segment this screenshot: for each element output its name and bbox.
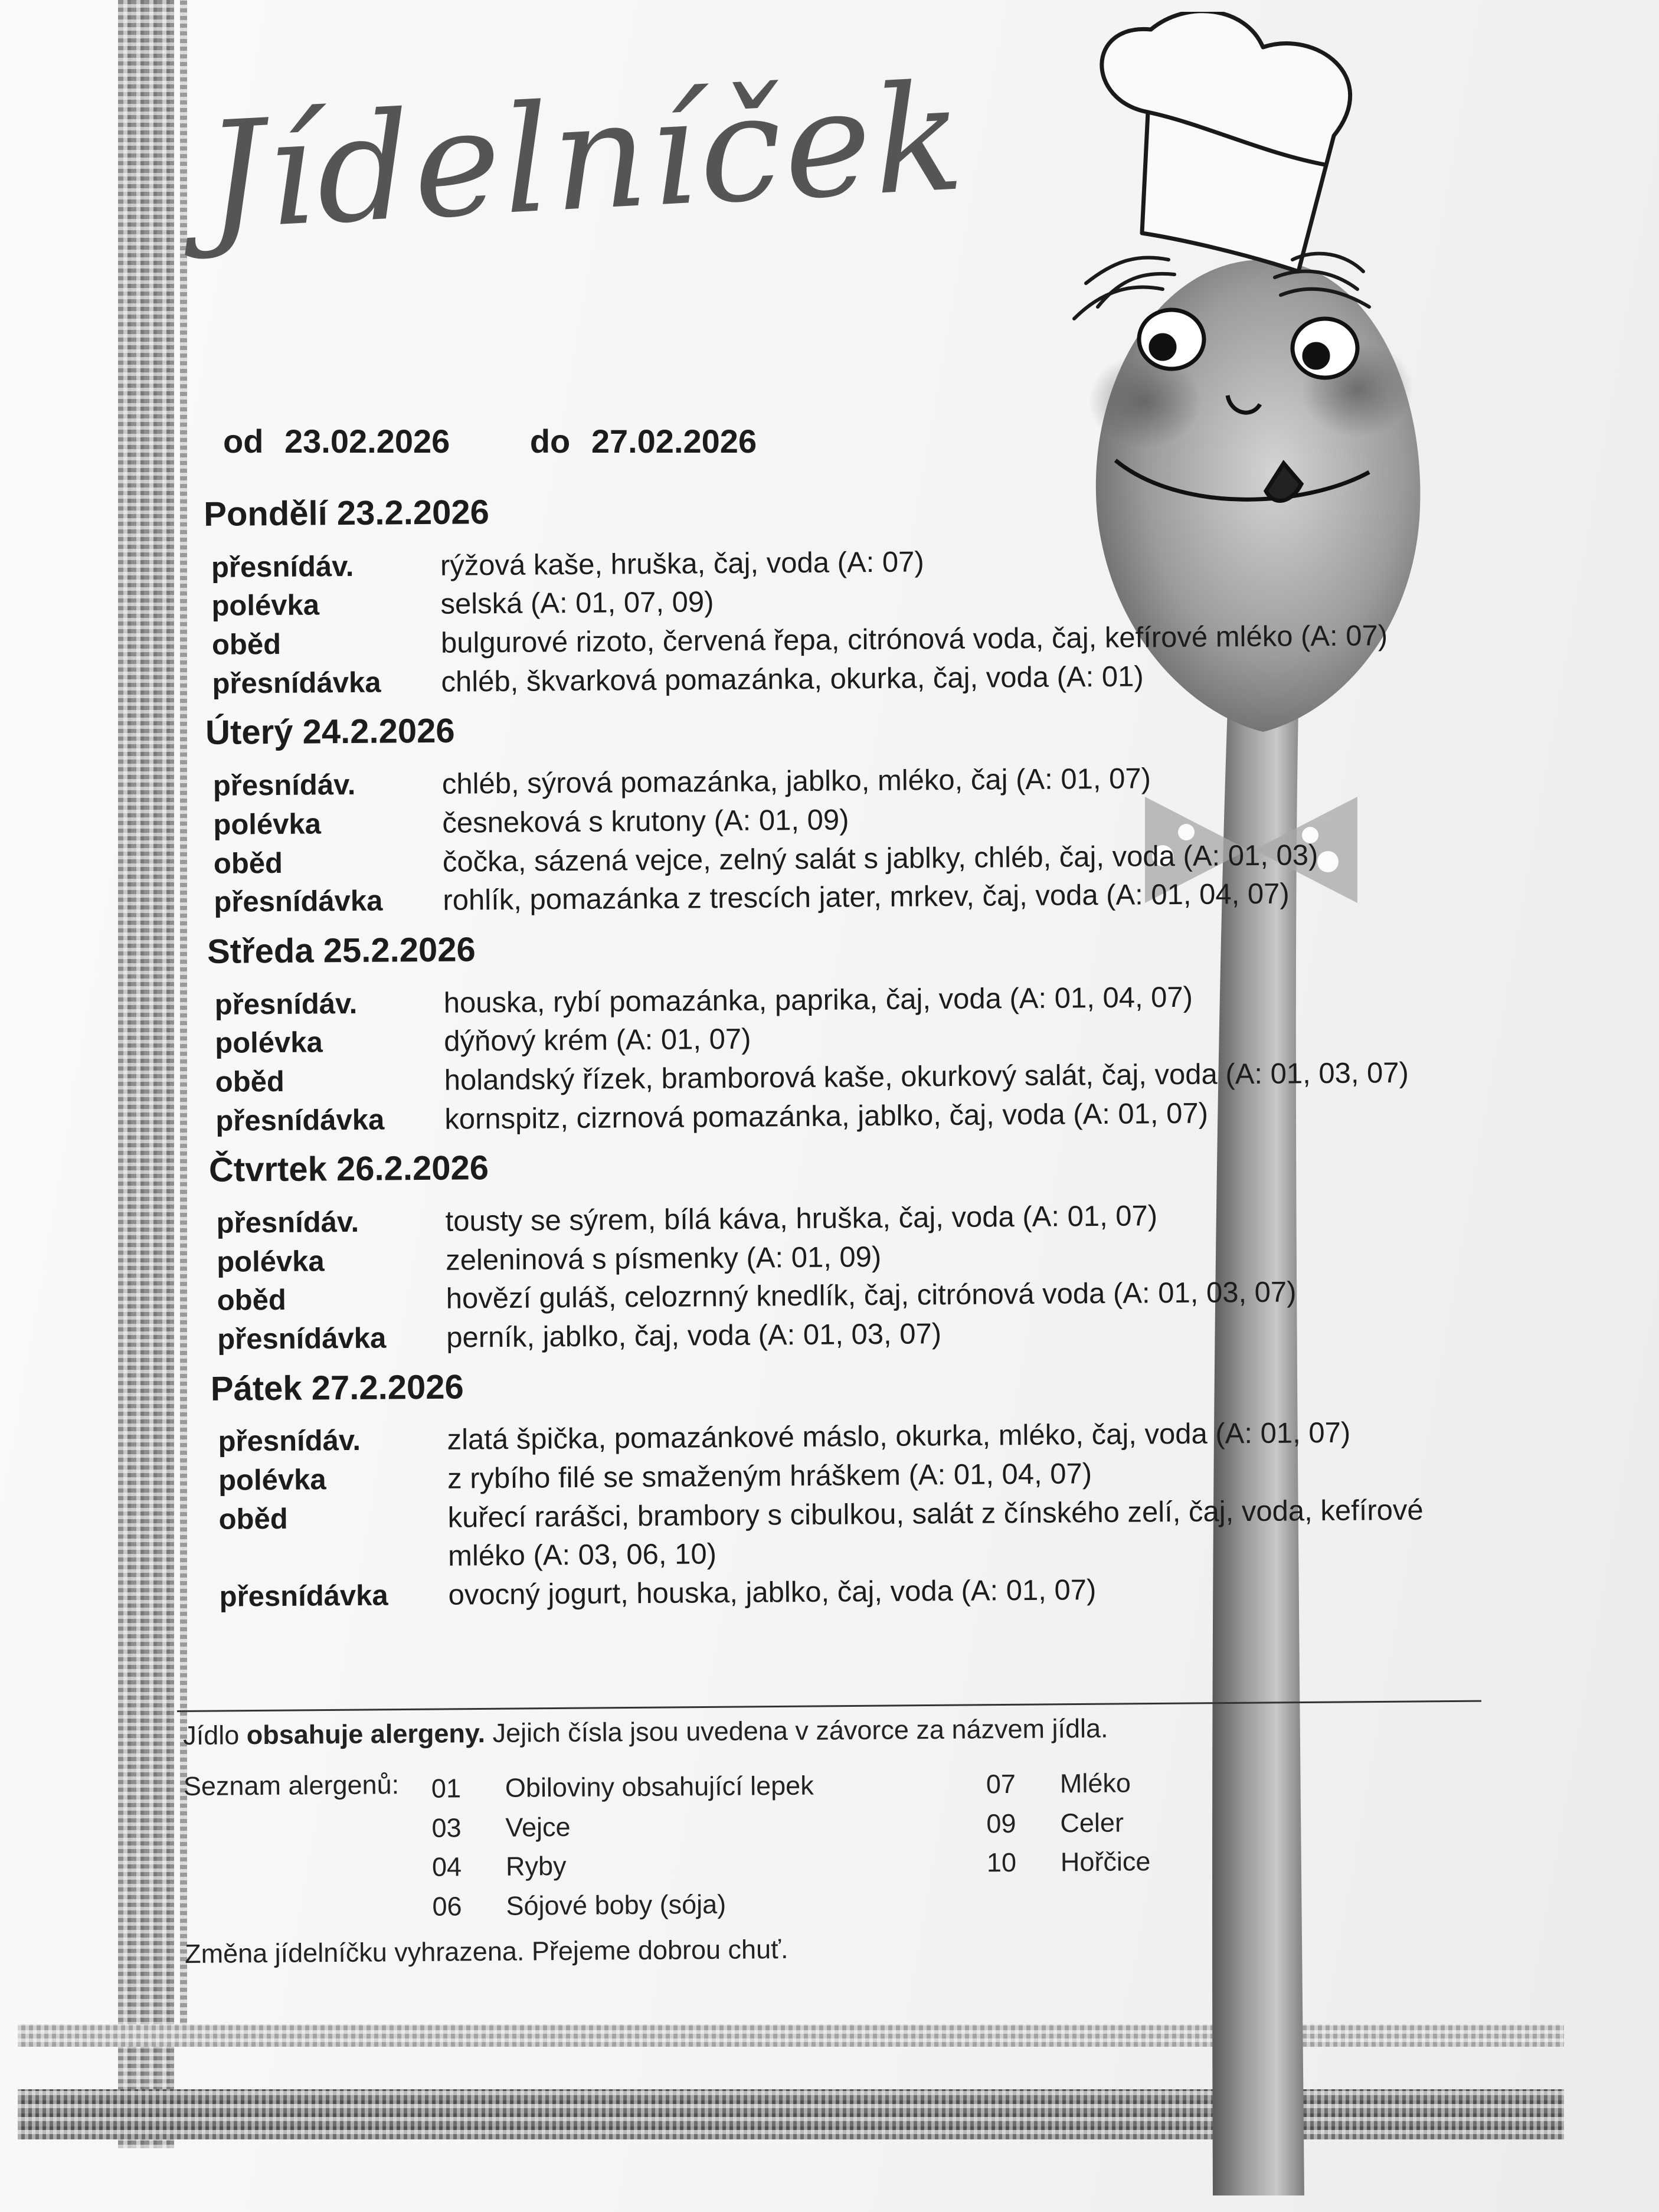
meal-dish: chléb, škvarková pomazánka, okurka, čaj, voda (A: 01) [441, 660, 1144, 698]
allergen-item [431, 1804, 986, 1848]
day-friday [205, 1359, 1570, 1617]
day-title: Čtvrtek 26.2.2026 [208, 1148, 489, 1190]
day-wednesday [201, 922, 1566, 1141]
meal-label: přesnídáv. [218, 1425, 361, 1458]
day-title: Úterý 24.2.2026 [205, 712, 455, 752]
meal-label: oběd [211, 629, 282, 661]
allergen-name: Celer [1060, 1807, 1124, 1838]
meal-dish: zlatá špička, pomazánkové máslo, okurka, mléko, čaj, voda (A: 01, 07) [447, 1417, 1351, 1457]
meal-label: přesnídávka [217, 1322, 387, 1356]
allergen-item [986, 1761, 1541, 1804]
meal-dish: selská (A: 01, 07, 09) [440, 586, 714, 621]
allergen-item [986, 1800, 1541, 1844]
meal-label: přesnídávka [215, 1104, 385, 1137]
meal-dish: čočka, sázená vejce, zelný salát s jablky, chléb, čaj, voda (A: 01, 03) [442, 839, 1318, 878]
weekly-menu [198, 485, 1570, 1628]
allergen-name: Hořčice [1060, 1846, 1151, 1877]
meal-dish: houska, rybí pomazánka, paprika, čaj, voda (A: 01, 04, 07) [443, 981, 1193, 1019]
page-title: Jídelníček [201, 51, 970, 263]
meal-dish: ovocný jogurt, houska, jablko, čaj, voda (A: 01, 07) [448, 1574, 1097, 1611]
meal-dish: hovězí guláš, celozrnný knedlík, čaj, citrónová voda (A: 01, 03, 07) [446, 1276, 1297, 1316]
allergen-note-end: Jejich čísla jsou uvedena v závorce za názvem jídla. [492, 1713, 1108, 1748]
allergen-code: 09 [986, 1808, 1016, 1838]
meal-dish: holandský řízek, bramborová kaše, okurkový salát, čaj, voda (A: 01, 03, 07) [444, 1056, 1409, 1097]
allergen-item [432, 1883, 987, 1926]
meal-dish: bulgurové rizoto, červená řepa, citrónová voda, čaj, kefírové mléko (A: 07) [440, 620, 1388, 659]
meal-label: přesnídáv. [214, 987, 358, 1021]
allergen-item [432, 1843, 987, 1887]
allergen-item [431, 1765, 986, 1808]
meal-label: přesnídávka [212, 666, 381, 700]
allergen-code: 03 [431, 1812, 462, 1843]
meal-dish: kornspitz, cizrnová pomazánka, jablko, čaj, voda (A: 01, 07) [444, 1097, 1209, 1136]
day-title: Pátek 27.2.2026 [210, 1367, 464, 1408]
allergen-note-bold: obsahuje alergeny. [246, 1717, 486, 1750]
meal-label: polévka [218, 1464, 326, 1497]
meal-row [205, 1490, 1569, 1578]
allergen-code: 10 [986, 1847, 1017, 1878]
allergen-name: Sójové boby (sója) [506, 1889, 727, 1921]
meal-label: oběd [218, 1503, 288, 1536]
meal-dish: chléb, sýrová pomazánka, jablko, mléko, čaj (A: 01, 07) [441, 763, 1151, 800]
meal-dish: tousty se sýrem, bílá káva, hruška, čaj, voda (A: 01, 07) [445, 1200, 1158, 1238]
allergen-list [184, 1761, 1542, 1928]
allergen-note-start: Jídlo [183, 1720, 240, 1750]
meal-dish: perník, jablko, čaj, voda (A: 01, 03, 07) [446, 1318, 942, 1354]
footer-note: Změna jídelníčku vyhrazena. Přejeme dobrou chuť. [184, 1934, 788, 1969]
allergen-code: 01 [431, 1773, 462, 1804]
allergen-item [987, 1839, 1542, 1883]
date-range [223, 422, 757, 460]
meal-dish: rohlík, pomazánka z trescích jater, mrkev, čaj, voda (A: 01, 04, 07) [443, 878, 1290, 917]
day-tuesday [199, 703, 1565, 922]
meal-dish: dýňový krém (A: 01, 07) [444, 1023, 751, 1058]
meal-dish: kuřecí rarášci, brambory s cibulkou, salát z čínského zelí, čaj, voda, kefírové mléko (A: 03, 06, 10) [447, 1494, 1424, 1573]
to-date: 27.02.2026 [591, 423, 757, 460]
meal-label: polévka [211, 589, 320, 623]
allergen-column-right [986, 1761, 1542, 1922]
allergen-code: 04 [431, 1851, 462, 1882]
meal-label: přesnídáv. [216, 1206, 359, 1239]
allergen-column-left [431, 1765, 987, 1926]
meal-dish: z rybího filé se smaženým hráškem (A: 01, 04, 07) [447, 1458, 1092, 1495]
allergen-name: Vejce [505, 1811, 571, 1843]
from-label: od [223, 423, 264, 460]
meal-label: oběd [213, 847, 283, 880]
meal-label: polévka [216, 1245, 325, 1278]
day-title: Středa 25.2.2026 [207, 930, 476, 971]
allergen-note [183, 1710, 1540, 1751]
meal-dish: rýžová kaše, hruška, čaj, voda (A: 07) [440, 546, 924, 582]
allergen-name: Ryby [505, 1851, 567, 1881]
allergen-code: 07 [986, 1768, 1016, 1799]
meal-label: přesnídávka [219, 1579, 388, 1613]
meal-dish: česneková s krutony (A: 01, 09) [442, 804, 849, 839]
day-monday [198, 485, 1563, 704]
meal-label: přesnídávka [214, 885, 383, 918]
from-date: 23.02.2026 [284, 423, 450, 460]
meal-label: oběd [217, 1284, 286, 1317]
day-title: Pondělí 23.2.2026 [203, 493, 490, 534]
allergen-notes [183, 1710, 1542, 1969]
meal-label: oběd [215, 1065, 285, 1098]
allergen-code: 06 [432, 1891, 462, 1922]
meal-label: přesnídáv. [212, 769, 356, 803]
allergen-list-label: Seznam alergenů: [183, 1769, 400, 1801]
allergen-name: Mléko [1059, 1768, 1131, 1799]
chef-hat [1102, 12, 1350, 271]
left-fabric-stripe [118, 0, 174, 2148]
day-thursday [203, 1141, 1568, 1360]
to-label: do [529, 423, 571, 460]
meal-label: přesnídáv. [211, 550, 354, 584]
meal-dish: zeleninová s písmenky (A: 01, 09) [445, 1241, 882, 1277]
meal-label: polévka [213, 808, 322, 841]
meal-label: polévka [215, 1026, 323, 1060]
allergen-name: Obiloviny obsahující lepek [505, 1770, 814, 1803]
